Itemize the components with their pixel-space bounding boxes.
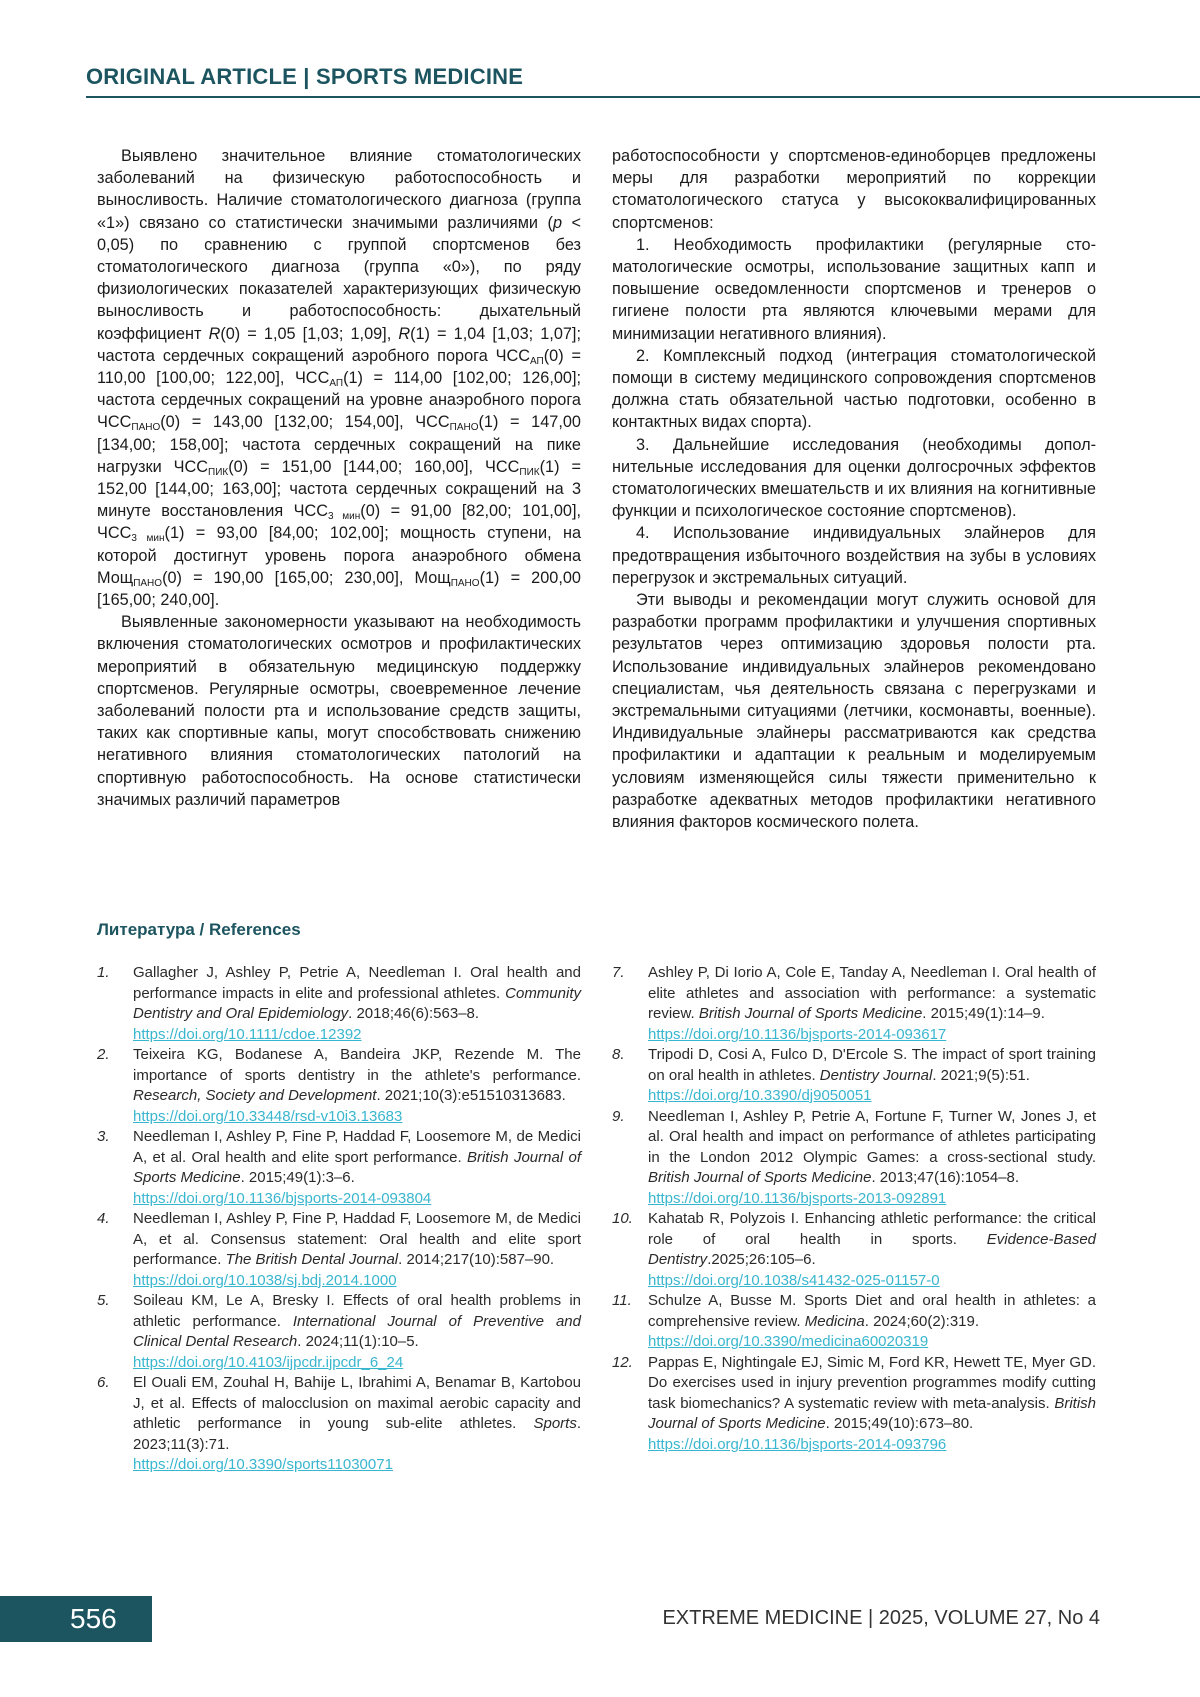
body-paragraph: Эти выводы и рекомендации могут служить основой для разработки программ профилактики и улучшения спортивных результатов через оптимизацию здоровья полости рта. Использование индивидуальных элайнеров рекомендовано специалистам, чья деятельность связана с перегрузками и экстремальными ситуациями (летчики, космонавты, военные). Индивидуальные элайнеры рассматриваются как средства профилактики и адаптации к реальным и моделируемым условиям изменяющейся силы тяжести применительно к разработке адекватных методов профилактики негативного влияния факторов космического полета. [612, 591, 1096, 832]
reference-item [612, 1107, 1096, 1210]
body-column-left [97, 145, 581, 811]
reference-doi-link[interactable]: https://doi.org/10.3390/medicina60020319 [648, 1333, 929, 1350]
reference-doi-link[interactable]: https://doi.org/10.1111/cdoe.12392 [133, 1025, 362, 1043]
reference-text: Teixeira KG, Bodanese A, Bandeira JKP, Rezende M. The importance of sports dentistry in the athlete's performance. Research, Society and Development. 2021;10(3):e51510313683. https://doi.org/10.33448/rsd-v10i3.13683 [133, 1045, 581, 1127]
body-paragraph: 4. Использование индивидуальных элайнеров для предотвращения избыточного воздействия на зубы в условиях перегрузок и экстремальных ситуаций. [612, 524, 1096, 587]
reference-item [97, 1291, 581, 1373]
reference-number: 7. [612, 964, 625, 981]
reference-journal: Evidence-Based Dentistry [648, 1230, 1096, 1268]
reference-text: Pappas E, Nightingale EJ, Simic M, Ford KR, Hewett TE, Myer GD. Do exercises used in injury prevention programmes modify cutting task biomechanics? A systematic review with meta-analysis. British Journal of Sports Medicine. 2015;49(10):673–80. https://doi.org/10.1136/bjsports-2014-093796 [648, 1353, 1096, 1456]
reference-text: Schulze A, Busse M. Sports Diet and oral health in athletes: a comprehensive review. Medicina. 2024;60(2):319. https://doi.org/10.3390/medicina60020319 [648, 1291, 1096, 1353]
references-title: Литература / References [97, 920, 301, 939]
reference-journal: Medicina [804, 1312, 865, 1330]
reference-journal: International Journal of Preventive and Clinical Dental Research [133, 1312, 581, 1350]
reference-doi-link[interactable]: https://doi.org/10.3390/dj9050051 [648, 1087, 872, 1104]
reference-item [612, 1045, 1096, 1107]
reference-item [97, 963, 581, 1045]
reference-doi-link[interactable]: https://doi.org/10.1038/s41432-025-01157-0 [648, 1271, 940, 1289]
header-divider [86, 96, 1200, 98]
page-number: 556 [0, 1596, 152, 1642]
reference-journal: Dentistry Journal [819, 1066, 933, 1084]
body-paragraph: работоспособности у спортсменов-единоборцев предложены меры для разработки мероприятий по коррекции стоматологического статуса у высококвалифицированных спортсменов: [612, 147, 1096, 232]
reference-item [97, 1045, 581, 1127]
reference-text: Needleman I, Ashley P, Fine P, Haddad F, Loosemore M, de Medici A, et al. Consensus statement: Oral health and elite sport performance. The British Dental Journal. 2014;217(10):587–90. https://doi.org/10.1038/sj.bdj.2014.1000 [133, 1209, 581, 1291]
reference-number: 8. [612, 1046, 625, 1063]
reference-number: 12. [612, 1353, 633, 1371]
body-paragraph: 3. Дальнейшие исследования (необходимы дополнительные исследования для оценки долгосрочных эффектов стоматологических вмешательств и их влияния на когнитивные функции и психологическое состояние спортсменов). [612, 435, 1096, 521]
reference-number: 3. [97, 1128, 110, 1145]
reference-number: 1. [97, 964, 110, 981]
reference-journal: British Journal of Sports Medicine [133, 1148, 581, 1186]
reference-journal: The British Dental Journal [225, 1251, 399, 1268]
reference-doi-link[interactable]: https://doi.org/10.1136/bjsports-2014-093796 [648, 1435, 947, 1453]
reference-text: Needleman I, Ashley P, Petrie A, Fortune F, Turner W, Jones J, et al. Oral health and impact on performance of athletes participating in the London 2012 Olympic Games: a cross-sectional study. British Journal of Sports Medicine. 2013;47(16):1054–8. https://doi.org/10.1136/bjsports-2013-092891 [648, 1107, 1096, 1210]
reference-doi-link[interactable]: https://doi.org/10.3390/sports11030071 [133, 1456, 393, 1473]
reference-item [612, 963, 1096, 1045]
reference-number: 10. [612, 1210, 633, 1227]
reference-text: Ashley P, Di Iorio A, Cole E, Tanday A, Needleman I. Oral health of elite athletes and association with performance: a systematic review. British Journal of Sports Medicine. 2015;49(1):14–9. https://doi.org/10.1136/bjsports-2014-093617 [648, 963, 1096, 1045]
reference-text: Tripodi D, Cosi A, Fulco D, D'Ercole S. The impact of sport training on oral health in athletes. Dentistry Journal. 2021;9(5):51. https://doi.org/10.3390/dj9050051 [648, 1045, 1096, 1107]
reference-item [97, 1127, 581, 1209]
reference-journal: British Journal of Sports Medicine [648, 1394, 1096, 1432]
reference-doi-link[interactable]: https://doi.org/10.1136/bjsports-2014-093804 [133, 1189, 432, 1207]
body-paragraph: 2. Комплексный подход (интеграция стоматологической помощи в систему медицинского сопровождения спортсменов должна стать обязательной частью подготовки, особенно в контактных видах спорта). [612, 346, 1096, 432]
reference-number: 9. [612, 1107, 625, 1125]
body-paragraph: 1. Необходимость профилактики (регулярные стоматологические осмотры, использование защитных капп и повышение осведомленности спортсменов и тренеров о гигиене полости рта являются ключевыми мерами для минимизации негативного влияния). [612, 235, 1096, 343]
reference-text: Needleman I, Ashley P, Fine P, Haddad F, Loosemore M, de Medici A, et al. Oral health and elite sport performance. British Journal of Sports Medicine. 2015;49(1):3–6. https://doi.org/10.1136/bjsports-2014-093804 [133, 1127, 581, 1209]
reference-number: 5. [97, 1292, 110, 1309]
body-paragraph: Выявлено значительное влияние стоматологических заболеваний на физическую работоспособность и выносливость. Наличие стоматологического диагноза (группа «1») связано со статистически значимыми различиями (p < 0,05) по сравнению с группой спортсменов без стоматологического диагноза (группа «0»), по ряду физиологических показателей характеризующих физическую выносливость и работоспособность: дыхательный коэффициент R(0) = 1,05 [1,03; 1,09], R(1) = 1,04 [1,03; 1,07]; частота сердечных сокращений аэробного порога $ЧСС_{АП}(0) = 110,00$ [100,00; 122,00], $ЧСС_{АП}(1) = 114,00$ [102,00; 126,00]; частота сердечных сокращений на уровне анаэробного порога $ЧСС_{ПАНО}(0) = 143,00$ [132,00; 154,00], $ЧСС_{ПАНО}(1) = 147,00$ [134,00; 158,00]; частота сердечных сокращений на пике нагрузки $ЧСС_{ПИК}(0) = 151,00$ [144,00; 160,00], $ЧСС_{ПИК}(1) = 152,00$ [144,00; 163,00]; частота сердечных сокращений на 3 минуте восстановления $ЧСС_{3 мин}(0) = 91,00$ [82,00; 101,00], $ЧСС_{3 мин}(1) = 93,00$ [84,00; 102,00]; мощность ступени, на которой достигнут уровень порога анаэробного обмена Мощ$_{ПАНО}$(0) = 190,00 [165,00; 230,00], Мощ$_{ПАНО}$(1) = 200,00 [165,00; 240,00]. [97, 147, 581, 610]
section-header: ORIGINAL ARTICLE | SPORTS MEDICINE [86, 64, 524, 89]
reference-doi-link[interactable]: https://doi.org/10.1136/bjsports-2014-093617 [648, 1025, 947, 1043]
reference-item [612, 1291, 1096, 1353]
reference-journal: British Journal of Sports Medicine [648, 1169, 872, 1186]
reference-number: 11. [612, 1292, 632, 1309]
journal-footer: EXTREME MEDICINE | 2025, VOLUME 27, No 4 [662, 1607, 1100, 1629]
reference-number: 2. [97, 1046, 110, 1063]
reference-doi-link[interactable]: https://doi.org/10.1038/sj.bdj.2014.1000 [133, 1271, 397, 1289]
references-column-right [612, 963, 1096, 1455]
reference-journal: Research, Society and Development [133, 1087, 377, 1104]
reference-doi-link[interactable]: https://doi.org/10.4103/ijpcdr.ijpcdr_6_24 [133, 1353, 404, 1371]
reference-number: 4. [97, 1210, 110, 1227]
reference-item [97, 1209, 581, 1291]
body-column-right [612, 145, 1096, 833]
reference-doi-link[interactable]: https://doi.org/10.1136/bjsports-2013-092891 [648, 1189, 947, 1207]
reference-number: 6. [97, 1374, 110, 1391]
reference-doi-link[interactable]: https://doi.org/10.33448/rsd-v10i3.13683 [133, 1107, 403, 1125]
body-paragraph: Выявленные закономерности указывают на необходимость включения стоматологических осмотров и профилактических мероприятий в обязательную медицинскую поддержку спортсменов. Регулярные осмотры, своевременное лечение заболеваний полости рта и использование средств защиты, таких как спортивные капы, могут способствовать снижению негативного влияния стоматологических патологий на спортивную работоспособность. На основе статистически значимых различий параметров [97, 613, 581, 809]
reference-text: Kahatab R, Polyzois I. Enhancing athletic performance: the critical role of oral health in sports. Evidence-Based Dentistry.2025;26:105–6. https://doi.org/10.1038/s41432-025-01157-0 [648, 1209, 1096, 1291]
references-column-left [97, 963, 581, 1476]
reference-text: Soileau KM, Le A, Bresky I. Effects of oral health problems in athletic performance. International Journal of Preventive and Clinical Dental Research. 2024;11(1):10–5. https://doi.org/10.4103/ijpcdr.ijpcdr_6_24 [133, 1291, 581, 1373]
reference-journal: British Journal of Sports Medicine [698, 1005, 923, 1022]
reference-item [612, 1353, 1096, 1456]
reference-text: Gallagher J, Ashley P, Petrie A, Needleman I. Oral health and performance impacts in elite and professional athletes. Community Dentistry and Oral Epidemiology. 2018;46(6):563–8. https://doi.org/10.1111/cdoe.12392 [133, 963, 581, 1045]
reference-journal: Sports [533, 1415, 577, 1432]
reference-item [97, 1373, 581, 1476]
reference-text: El Ouali EM, Zouhal H, Bahije L, Ibrahimi A, Benamar B, Kartobou J, et al. Effects of malocclusion on maximal aerobic capacity and athletic performance in young sub-elite athletes. Sports. 2023;11(3):71. https://doi.org/10.3390/sports11030071 [133, 1373, 581, 1476]
reference-item [612, 1209, 1096, 1291]
reference-journal: Community Dentistry and Oral Epidemiology [133, 984, 581, 1022]
